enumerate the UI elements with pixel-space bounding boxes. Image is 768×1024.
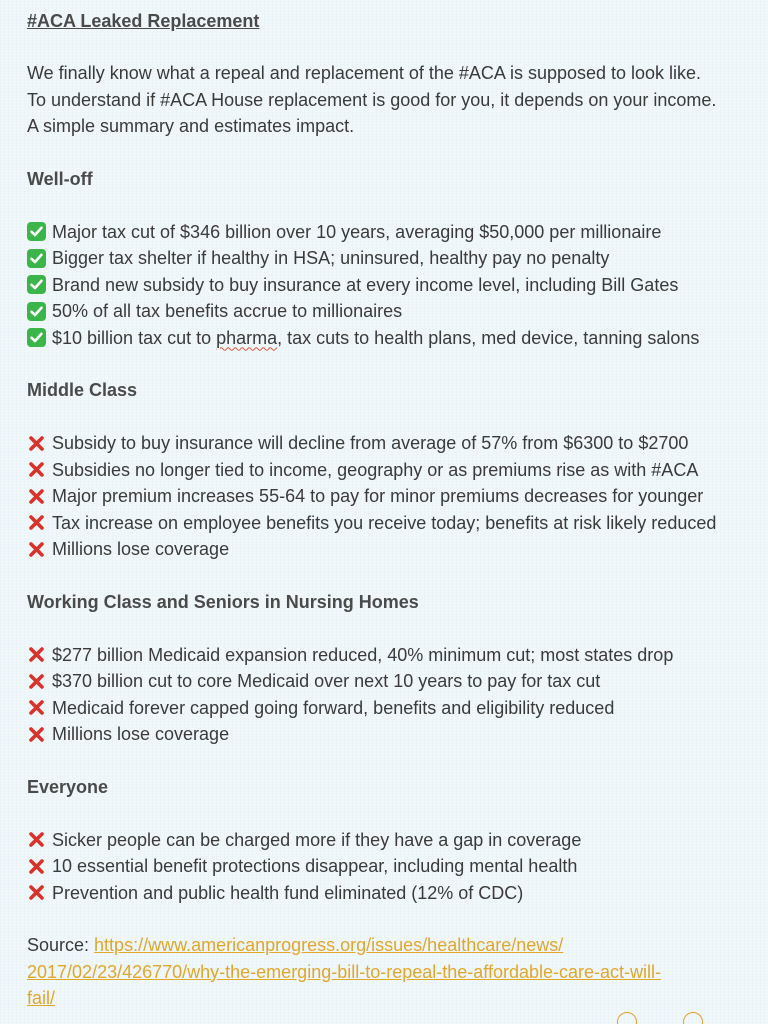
list-item xyxy=(27,219,757,246)
list-item xyxy=(27,457,757,484)
check-mark-button-icon xyxy=(27,222,46,241)
cross-mark-icon xyxy=(27,487,46,506)
list-item xyxy=(27,695,757,722)
source-link[interactable]: https://www.americanprogress.org/issues/healthcare/news/ xyxy=(94,935,564,955)
check-mark-button-icon xyxy=(27,275,46,294)
item-text: Major tax cut of $346 billion over 10 years, averaging $50,000 per millionaire xyxy=(52,221,662,242)
spellcheck-word[interactable]: pharma xyxy=(216,327,278,348)
everyone-list xyxy=(27,827,757,907)
list-item xyxy=(27,430,757,457)
well-off-list xyxy=(27,219,757,352)
source-link[interactable]: 2017/02/23/426770/why-the-emerging-bill-to-repeal-the-affordable-care-act-will- xyxy=(27,961,661,982)
list-item xyxy=(27,827,757,854)
item-text: Tax increase on employee benefits you receive today; benefits at risk likely reduced xyxy=(52,512,717,533)
item-text: Millions lose coverage xyxy=(52,724,230,744)
note-document xyxy=(27,8,757,1012)
section-heading-well-off: Well-off xyxy=(27,168,93,189)
item-text: Medicaid forever capped going forward, benefits and eligibility reduced xyxy=(52,697,615,718)
check-mark-button-icon xyxy=(27,249,46,268)
list-item xyxy=(27,853,757,880)
item-text: Subsidy to buy insurance will decline from average of 57% from $6300 to $2700 xyxy=(52,433,689,453)
cross-mark-icon xyxy=(27,698,46,717)
list-item xyxy=(27,668,757,695)
working-class-list xyxy=(27,642,757,748)
list-item xyxy=(27,325,757,352)
source-link[interactable]: fail/ xyxy=(27,988,56,1008)
list-item xyxy=(27,272,757,299)
list-item xyxy=(27,245,757,272)
section-heading-everyone: Everyone xyxy=(27,776,109,797)
item-text: 50% of all tax benefits accrue to millionaires xyxy=(52,301,403,321)
cross-mark-icon xyxy=(27,830,46,849)
item-text: Major premium increases 55-64 to pay for minor premiums decreases for younger xyxy=(52,486,704,506)
intro-line: To understand if #ACA House replacement is good for you, it depends on your income. xyxy=(27,89,717,110)
cross-mark-icon xyxy=(27,434,46,453)
list-item xyxy=(27,536,757,563)
list-item xyxy=(27,721,757,748)
document-title: #ACA Leaked Replacement xyxy=(27,11,260,31)
intro-line: A simple summary and estimates impact. xyxy=(27,116,355,136)
item-text: Subsidies no longer tied to income, geography or as premiums rise as with #ACA xyxy=(52,459,699,480)
item-text: Sicker people can be charged more if they have a gap in coverage xyxy=(52,829,582,850)
item-text: $277 billion Medicaid expansion reduced, 40% minimum cut; most states drop xyxy=(52,644,674,665)
source-label: Source: xyxy=(27,935,95,955)
item-text: 10 essential benefit protections disappear, including mental health xyxy=(52,856,578,876)
section-heading-working-class: Working Class and Seniors in Nursing Homes xyxy=(27,591,419,612)
list-item xyxy=(27,510,757,537)
cross-mark-icon xyxy=(27,883,46,902)
cross-mark-icon xyxy=(27,460,46,479)
section-heading-middle-class: Middle Class xyxy=(27,380,138,400)
item-text: $370 billion cut to core Medicaid over next 10 years to pay for tax cut xyxy=(52,671,601,691)
item-text: Millions lose coverage xyxy=(52,539,230,559)
list-item xyxy=(27,880,757,907)
item-text: Bigger tax shelter if healthy in HSA; uninsured, healthy pay no penalty xyxy=(52,248,610,268)
item-text-part: $10 billion tax cut to xyxy=(52,327,217,348)
item-text: Brand new subsidy to buy insurance at every income level, including Bill Gates xyxy=(52,274,679,295)
cross-mark-icon xyxy=(27,513,46,532)
cross-mark-icon xyxy=(27,672,46,691)
list-item xyxy=(27,298,757,325)
check-mark-button-icon xyxy=(27,328,46,347)
item-text-part: , tax cuts to health plans, med device, tanning salons xyxy=(277,327,700,348)
partial-circle-icon xyxy=(683,1012,703,1024)
list-item xyxy=(27,642,757,669)
source-citation xyxy=(27,932,757,1012)
middle-class-list xyxy=(27,430,757,563)
cross-mark-icon xyxy=(27,540,46,559)
item-text: Prevention and public health fund eliminated (12% of CDC) xyxy=(52,882,524,903)
intro-line: We finally know what a repeal and replacement of the #ACA is supposed to look like. xyxy=(27,63,702,83)
cross-mark-icon xyxy=(27,645,46,664)
intro-paragraph xyxy=(27,60,757,140)
cross-mark-icon xyxy=(27,725,46,744)
partial-circle-icon xyxy=(617,1012,637,1024)
item-text xyxy=(52,325,699,352)
check-mark-button-icon xyxy=(27,302,46,321)
cross-mark-icon xyxy=(27,857,46,876)
list-item xyxy=(27,483,757,510)
